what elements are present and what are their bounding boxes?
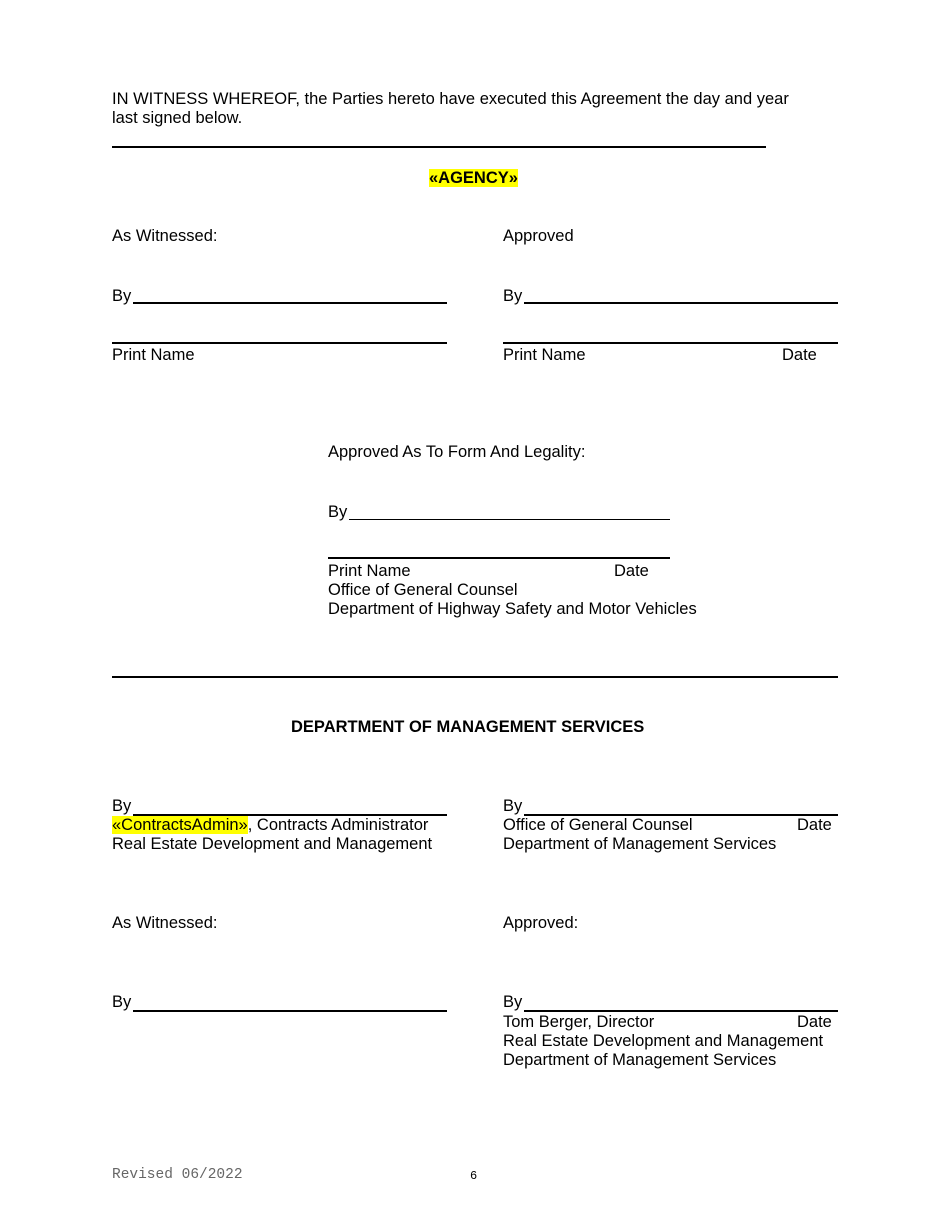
dms-left-by-label: By	[112, 797, 132, 815]
dms-right-department-label: Department of Management Services	[503, 835, 777, 853]
agency-right-by-label: By	[503, 287, 523, 305]
dms-right-date-label: Date	[797, 816, 832, 834]
legal-by-label: By	[328, 503, 348, 521]
agency-left-print-name-line[interactable]	[112, 342, 447, 344]
agency-right-signature-line[interactable]	[524, 302, 838, 304]
dms-witness-by-label: By	[112, 993, 132, 1011]
dms-director-unit: Real Estate Development and Management	[503, 1032, 824, 1050]
legal-approval-label: Approved As To Form And Legality:	[328, 443, 586, 461]
section-divider	[112, 676, 838, 678]
agency-left-print-name-label: Print Name	[112, 346, 195, 364]
legal-department-label: Department of Highway Safety and Motor Vehicles	[328, 600, 697, 618]
legal-office-label: Office of General Counsel	[328, 581, 518, 599]
dms-director-name: Tom Berger, Director	[503, 1013, 655, 1031]
dms-approved-label: Approved:	[503, 914, 579, 932]
agency-approved-label: Approved	[503, 227, 574, 245]
legal-print-name-line[interactable]	[328, 557, 670, 559]
agency-left-signature-line[interactable]	[133, 302, 447, 304]
dms-director-signature-line[interactable]	[524, 1010, 838, 1012]
legal-signature-line[interactable]	[349, 519, 670, 520]
dms-director-by-label: By	[503, 993, 523, 1011]
agency-right-print-name-line[interactable]	[503, 342, 838, 344]
dms-witness-label: As Witnessed:	[112, 914, 218, 932]
agency-heading: «AGENCY»	[429, 169, 518, 187]
dms-right-office-label: Office of General Counsel	[503, 816, 693, 834]
divider	[112, 146, 766, 148]
dms-witness-signature-line[interactable]	[133, 1010, 447, 1012]
agency-right-print-name-label: Print Name	[503, 346, 586, 364]
intro-line-1: IN WITNESS WHEREOF, the Parties hereto have executed this Agreement the day and year	[112, 90, 789, 108]
revised-date: Revised 06/2022	[112, 1167, 243, 1183]
legal-print-name-label: Print Name	[328, 562, 411, 580]
intro-line-2: last signed below.	[112, 109, 243, 127]
contracts-admin-field: «ContractsAdmin»	[112, 816, 248, 834]
dms-right-by-label: By	[503, 797, 523, 815]
page-number: 6	[470, 1169, 478, 1183]
dms-heading: DEPARTMENT OF MANAGEMENT SERVICES	[291, 718, 645, 736]
dms-contracts-admin: «ContractsAdmin», Contracts Administrator	[112, 816, 429, 834]
dms-director-date-label: Date	[797, 1013, 832, 1031]
agency-witness-label: As Witnessed:	[112, 227, 218, 245]
agency-right-date-label: Date	[782, 346, 817, 364]
legal-date-label: Date	[614, 562, 649, 580]
dms-left-unit-label: Real Estate Development and Management	[112, 835, 433, 853]
dms-director-department: Department of Management Services	[503, 1051, 777, 1069]
agency-left-by-label: By	[112, 287, 132, 305]
